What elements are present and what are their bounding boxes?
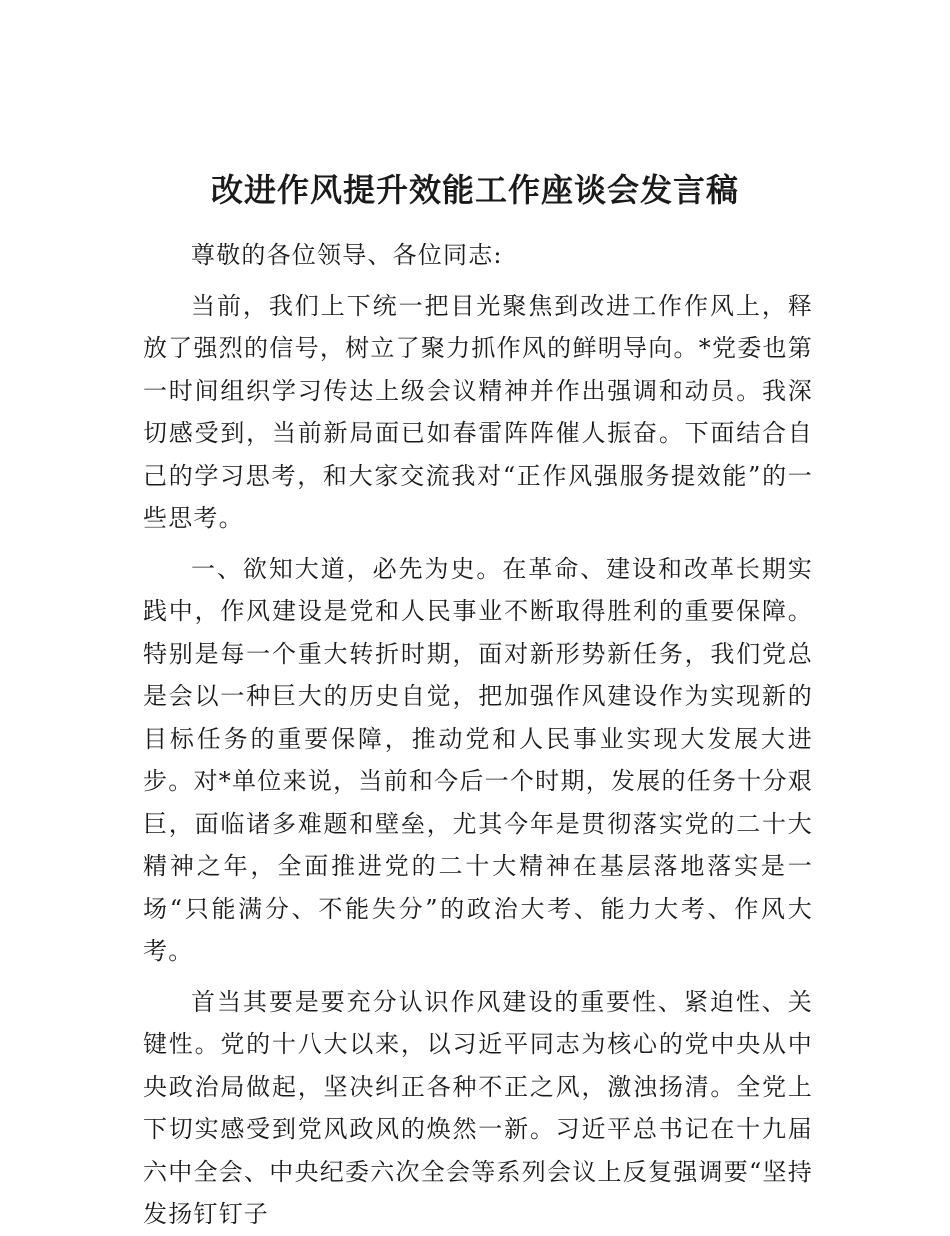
body-paragraph-2: 一、欲知大道，必先为史。在革命、建设和改革长期实践中，作风建设是党和人民事业不断取得胜利的重要保障。特别是每一个重大转折时期，面对新形势新任务，我们党总是会以一种巨大的历史自觉，把加强作风建设作为实现新的目标任务的重要保障，推动党和人民事业实现大发展大进步。对*单位来说，当前和今后一个时期，发展的任务十分艰巨，面临诸多难题和壁垒，尤其今年是贯彻落实党的二十大精神之年，全面推进党的二十大精神在基层落地落实是一场“只能满分、不能失分”的政治大考、能力大考、作风大考。 (143, 554, 813, 965)
body-paragraph-3: 首当其要是要充分认识作风建设的重要性、紧迫性、关键性。党的十八大以来，以习近平同志为核心的党中央从中央政治局做起，坚决纠正各种不正之风，激浊扬清。全党上下切实感受到党风政风的焕然一新。习近平总书记在十九届六中全会、中央纪委六次全会等系列会议上反复强调要“坚持发扬钉钉子 (143, 987, 813, 1228)
greeting-paragraph: 尊敬的各位领导、各位同志: (191, 241, 503, 269)
document-title: 改进作风提升效能工作座谈会发言稿 (210, 171, 739, 209)
document-body (143, 234, 813, 1236)
body-paragraph-1: 当前，我们上下统一把目光聚焦到改进工作作风上，释放了强烈的信号，树立了聚力抓作风的鲜明导向。*党委也第一时间组织学习传达上级会议精神并作出强调和动员。我深切感受到，当前新局面已如春雷阵阵催人振奋。下面结合自己的学习思考，和大家交流我对“正作风强服务提效能”的一些思考。 (143, 291, 813, 532)
